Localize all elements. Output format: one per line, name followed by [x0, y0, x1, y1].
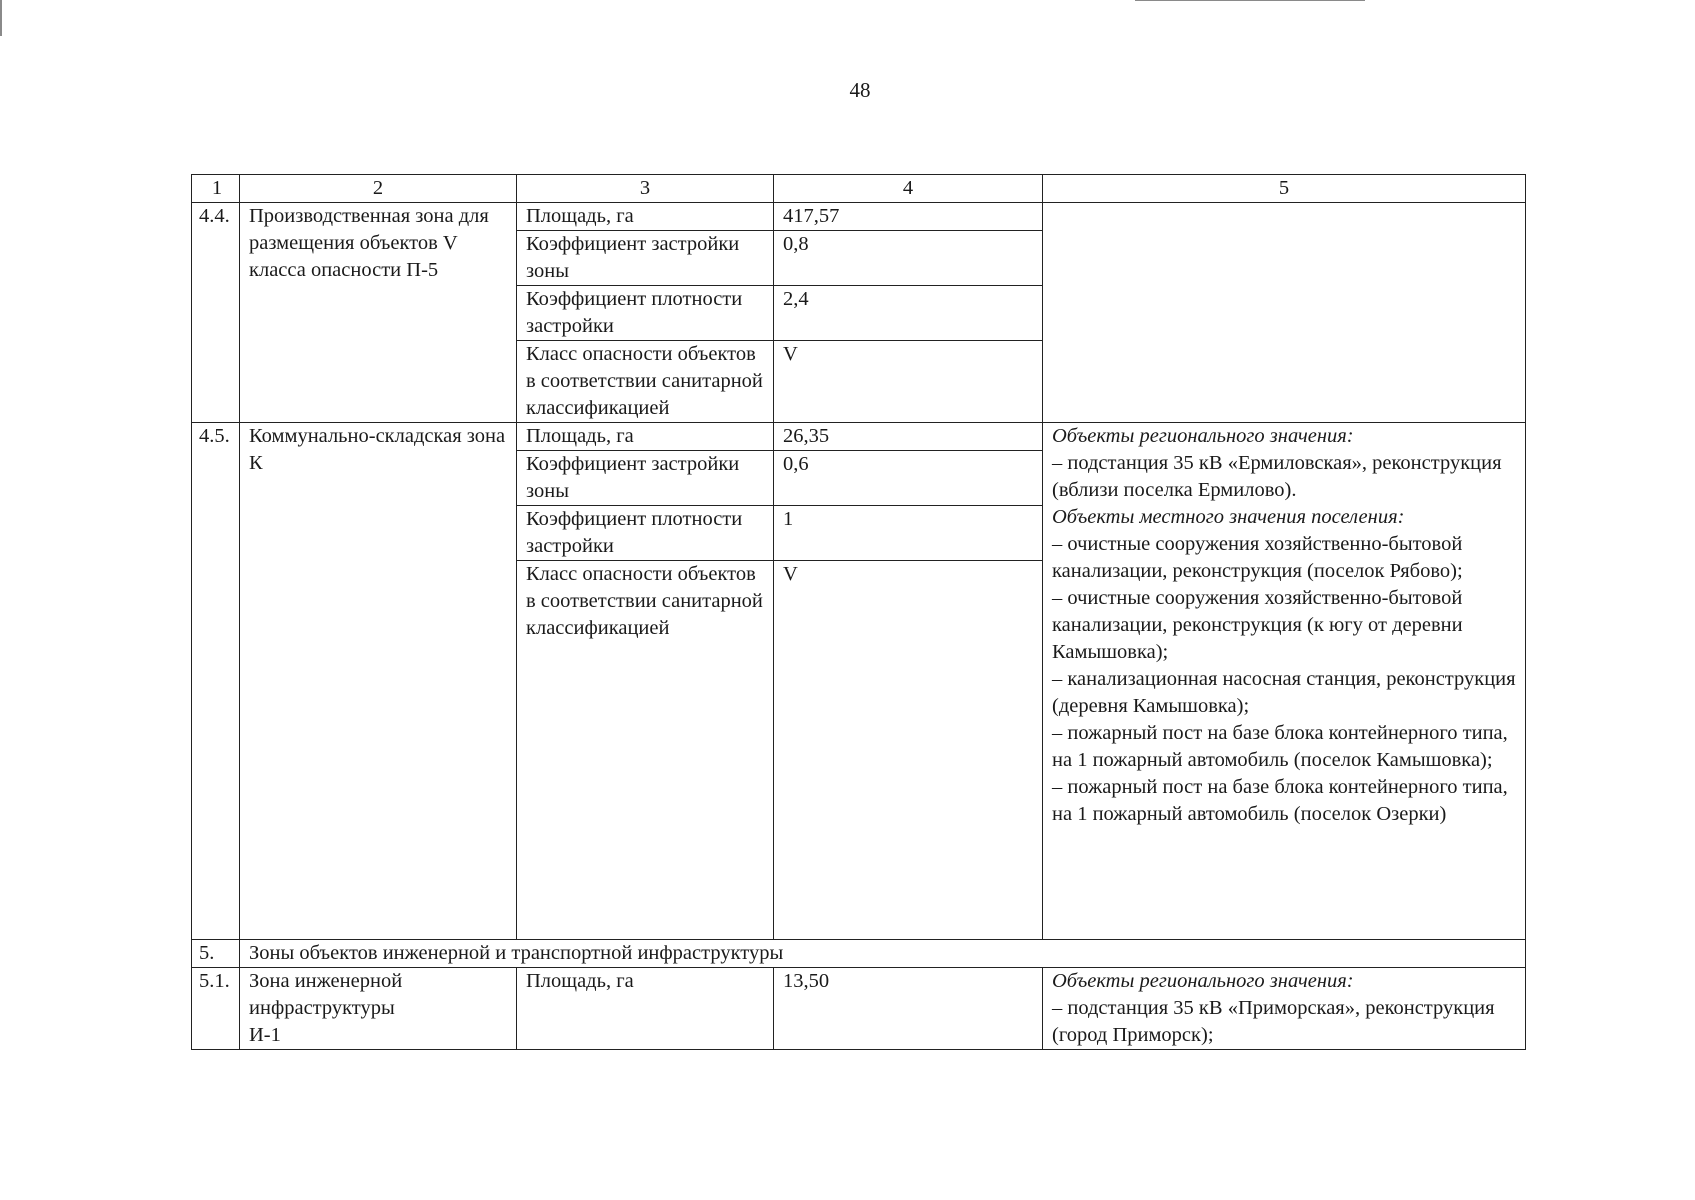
- param-value: 13,50: [774, 968, 1043, 1050]
- param-value: 1: [774, 506, 1043, 561]
- objects-cell: [1043, 423, 1526, 940]
- param-label: Площадь, га: [517, 968, 774, 1050]
- param-label: Класс опасности объектов в соответствии санитарной классификацией: [517, 561, 774, 940]
- param-value: V: [774, 561, 1043, 940]
- param-label: Класс опасности объектов в соответствии санитарной классификацией: [517, 341, 774, 423]
- section-row: [192, 940, 1526, 968]
- param-value: 0,6: [774, 451, 1043, 506]
- param-value: 26,35: [774, 423, 1043, 451]
- zone-name: Производственная зона для размещения объектов V класса опасности П-5: [240, 203, 517, 423]
- scan-artifact-left: [0, 0, 2, 36]
- table-row: [192, 203, 1526, 231]
- header-col-3: 3: [517, 175, 774, 203]
- row-number: 4.4.: [192, 203, 240, 423]
- param-label: Площадь, га: [517, 203, 774, 231]
- param-value: V: [774, 341, 1043, 423]
- table-row: [192, 423, 1526, 451]
- zones-table: [191, 174, 1526, 1050]
- header-col-4: 4: [774, 175, 1043, 203]
- row-number: 4.5.: [192, 423, 240, 940]
- object-item: – очистные сооружения хозяйственно-бытовой канализации, реконструкция (к югу от деревни Камышовка);: [1052, 587, 1463, 663]
- page-number: 48: [849, 78, 871, 102]
- object-item: – канализационная насосная станция, реконструкция (деревня Камышовка);: [1052, 668, 1516, 717]
- param-value: 2,4: [774, 286, 1043, 341]
- object-item: – очистные сооружения хозяйственно-бытовой канализации, реконструкция (поселок Рябово);: [1052, 533, 1463, 582]
- zone-name: [240, 968, 517, 1050]
- object-item: – пожарный пост на базе блока контейнерного типа, на 1 пожарный автомобиль (поселок Озерки): [1052, 776, 1508, 825]
- local-objects-heading: Объекты местного значения поселения:: [1052, 506, 1405, 528]
- scan-artifact-top-right: [1135, 0, 1365, 1]
- param-label: Площадь, га: [517, 423, 774, 451]
- zone-name: [240, 423, 517, 940]
- param-value: 0,8: [774, 231, 1043, 286]
- object-item: – пожарный пост на базе блока контейнерного типа, на 1 пожарный автомобиль (поселок Камышовка);: [1052, 722, 1508, 771]
- row-number: 5.1.: [192, 968, 240, 1050]
- row-number: 5.: [192, 940, 240, 968]
- regional-objects-heading: Объекты регионального значения:: [1052, 425, 1354, 447]
- object-item: – подстанция 35 кВ «Ермиловская», реконструкция (вблизи поселка Ермилово).: [1052, 452, 1502, 501]
- object-item: – подстанция 35 кВ «Приморская», реконструкция (город Приморск);: [1052, 997, 1495, 1046]
- header-col-2: 2: [240, 175, 517, 203]
- zone-code: К: [249, 452, 263, 474]
- param-label: Коэффициент плотности застройки: [517, 506, 774, 561]
- header-col-5: 5: [1043, 175, 1526, 203]
- param-label: Коэффициент застройки зоны: [517, 231, 774, 286]
- section-title: Зоны объектов инженерной и транспортной инфраструктуры: [240, 940, 1526, 968]
- regional-objects-heading: Объекты регионального значения:: [1052, 970, 1354, 992]
- zone-code: И-1: [249, 1024, 281, 1046]
- param-label: Коэффициент застройки зоны: [517, 451, 774, 506]
- param-value: 417,57: [774, 203, 1043, 231]
- zone-name-line: Коммунально-складская зона: [249, 425, 506, 447]
- objects-cell-empty: [1043, 203, 1526, 423]
- header-col-1: 1: [192, 175, 240, 203]
- zone-name-line: Зона инженерной инфраструктуры: [249, 970, 403, 1019]
- param-label: Коэффициент плотности застройки: [517, 286, 774, 341]
- table-header-row: [192, 175, 1526, 203]
- table-row: [192, 968, 1526, 1050]
- objects-cell: [1043, 968, 1526, 1050]
